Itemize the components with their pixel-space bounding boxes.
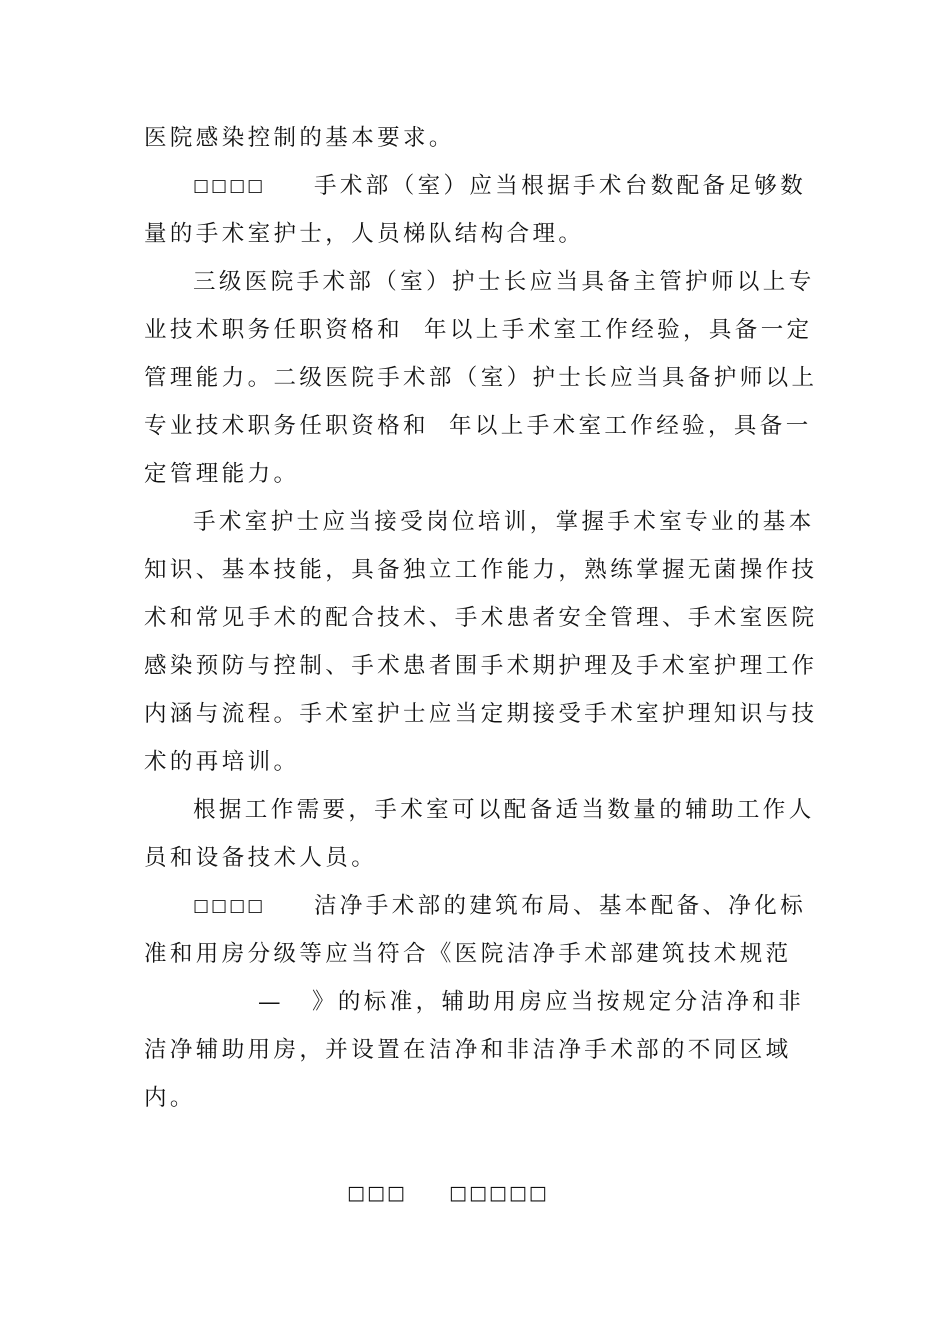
paragraph-line: 量的手术室护士，人员梯队结构合理。 xyxy=(144,221,585,247)
paragraph-line: 洁净手术部的建筑布局、基本配备、净化标 xyxy=(314,893,807,919)
paragraph-line: 术和常见手术的配合技术、手术患者安全管理、手术室医院 xyxy=(144,605,818,631)
paragraph-line: 定管理能力。 xyxy=(144,461,300,487)
paragraph-line: 专业技术职务任职资格和 xyxy=(144,413,429,439)
paragraph-line: 洁净辅助用房，并设置在洁净和非洁净手术部的不同区域 xyxy=(144,1037,792,1063)
paragraph-line: 准和用房分级等应当符合《医院洁净手术部建筑技术规范 xyxy=(144,941,792,967)
paragraph-line: 年以上手术室工作经验，具备一定 xyxy=(424,317,813,343)
paragraph-line: 管理能力。二级医院手术部（室）护士长应当具备护师以上 xyxy=(144,365,818,391)
paragraph-line: 根据工作需要，手术室可以配备适当数量的辅助工作人 xyxy=(193,797,815,823)
paragraph-line: 》的标准，辅助用房应当按规定分洁净和非 xyxy=(312,989,805,1015)
paragraph-line: 术的再培训。 xyxy=(144,749,300,775)
section-number: □□□ xyxy=(347,1182,407,1204)
paragraph-line: 内。 xyxy=(144,1085,196,1111)
paragraph-line: 内涵与流程。手术室护士应当定期接受手术室护理知识与技 xyxy=(144,701,818,727)
paragraph-line: 医院感染控制的基本要求。 xyxy=(144,125,455,151)
paragraph-line: 感染预防与控制、手术患者围手术期护理及手术室护理工作 xyxy=(144,653,818,679)
paragraph-line: 三级医院手术部（室）护士长应当具备主管护师以上专 xyxy=(193,269,815,295)
paragraph-line: 手术部（室）应当根据手术台数配备足够数 xyxy=(314,173,807,199)
dash-separator: — xyxy=(258,989,284,1015)
paragraph-line: 业技术职务任职资格和 xyxy=(144,317,404,343)
article-number: □□□□ xyxy=(193,176,266,196)
paragraph-line: 手术室护士应当接受岗位培训，掌握手术室专业的基本 xyxy=(193,509,815,535)
section-title: □□□□□ xyxy=(449,1182,549,1204)
paragraph-line: 知识、基本技能，具备独立工作能力，熟练掌握无菌操作技 xyxy=(144,557,818,583)
paragraph-line: 员和设备技术人员。 xyxy=(144,845,378,871)
article-number: □□□□ xyxy=(193,896,266,916)
paragraph-line: 年以上手术室工作经验，具备一 xyxy=(449,413,812,439)
